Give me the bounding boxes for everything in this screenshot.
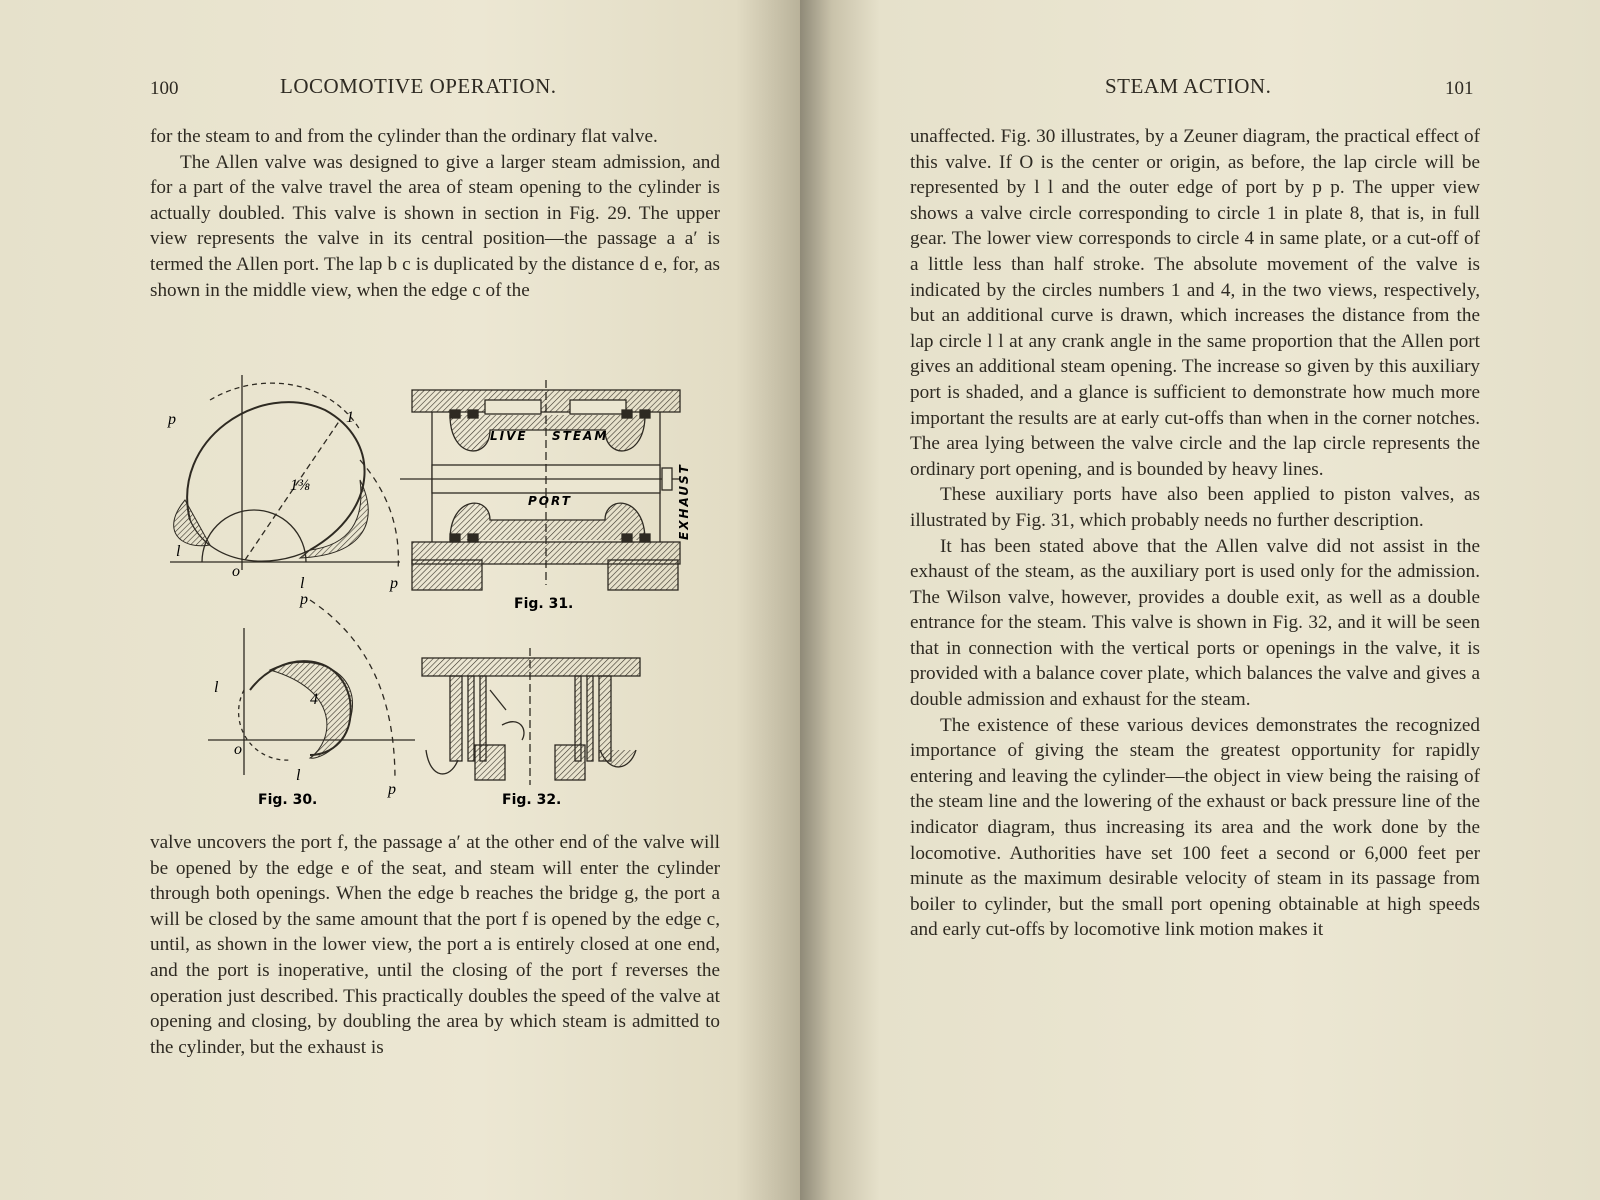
right-paragraph-1: unaffected. Fig. 30 illustrates, by a Zeuner diagram, the practical effect of this valve. If O is the center or origin, as before, the lap circle will be represented by l l and the outer edge of port by p p. The upper view shows a valve circle corresponding to circle 1 in plate 8, that is, in full gear. The lower view corresponds to circle 4 in same plate, or a cut-off of a little less than half stroke. The absolute movement of the valve is indicated by the circles numbers 1 and 4, in the two views, respectively, but an additional curve is drawn, which increases the distance from the lap circle l l at any crank angle in the same proportion that the Allen port gives an additional steam opening. The increase so given by this auxiliary port is shaded, and a glance is sufficient to demonstrate how much more important the results are at early cut-offs than when in the corner notches. The area lying between the valve circle and the lap circle represents the ordinary port opening, and is bounded by heavy lines. <box>910 126 1480 480</box>
fig30-label-fraction: 1⅜ <box>290 477 310 494</box>
right-text <box>910 124 1480 943</box>
fig30-label-l-lower-left: l <box>214 679 219 696</box>
fig30-label-p-lower: p <box>300 591 308 608</box>
fig32-wilson-valve <box>422 648 640 785</box>
right-page-number: 101 <box>1445 78 1474 99</box>
fig30-label-4: 4 <box>310 691 318 708</box>
fig30-label-p-lower-right: p <box>388 781 396 798</box>
fig30-label-1: 1 <box>346 409 354 426</box>
fig30-label-p-upper-right: p <box>390 575 398 592</box>
fig30-label-o-upper: o <box>232 563 240 580</box>
left-paragraph-1: for the steam to and from the cylinder than the ordinary flat valve. <box>150 126 658 147</box>
right-paragraph-2: These auxiliary ports have also been applied to piston valves, as illustrated by Fig. 31, which probably needs no further description. <box>910 484 1480 531</box>
fig31-caption: Fig. 31. <box>514 596 574 612</box>
right-paragraph-3: It has been stated above that the Allen valve did not assist in the exhaust of the steam, as the auxiliary port is used only for the admission. The Wilson valve, however, provides a double exit, as well as a double entrance for the steam. This valve is shown in Fig. 32, and it will be seen that in connection with the vertical ports or openings in the valve, it is provided with a balance cover plate, which balances the valve and gives a double admission and exhaust for the steam. <box>910 535 1480 711</box>
fig31-piston-valve <box>400 380 680 590</box>
fig31-port-label: PORT <box>528 494 572 508</box>
fig32-caption: Fig. 32. <box>502 792 562 808</box>
left-paragraph-3: valve uncovers the port f, the passage a′ at the other end of the valve will be opened by the edge e of the seat, and steam will enter the cylinder through both openings. When the edge b reaches the bridge g, the port a will be closed by the same amount that the port f is opened by the edge c, until, as shown in the lower view, the port a is entirely closed at one end, and the port is inoperative, until the closing of the port f reverses the operation just described. This practically doubles the speed of the valve at opening and closing, by doubling the area by which steam is admitted to the cylinder, but the exhaust is <box>150 832 720 1058</box>
left-page-number: 100 <box>150 78 179 99</box>
fig31-exhaust-label: EXHAUST <box>677 463 691 540</box>
fig30-label-o-lower: o <box>234 741 242 758</box>
left-paragraph-2: The Allen valve was designed to give a larger steam admission, and for a part of the valve travel the area of steam opening to the cylinder is actually doubled. This valve is shown in section in Fig. 29. The upper view represents the valve in its central position—the passage a a′ is termed the Allen port. The lap b c is duplicated by the distance d e, for, as shown in the middle view, when the edge c of the <box>150 151 720 301</box>
fig30-label-l-upper: l <box>300 575 305 592</box>
right-page <box>800 0 1600 1200</box>
right-paragraph-4: The existence of these various devices demonstrates the recognized importance of giving the steam the greatest opportunity for rapidly entering and leaving the cylinder—the object in view being the raising of the steam line and the lowering of the exhaust or back pressure line of the indicator diagram, thus increasing its area and the work done by the locomotive. Authorities have set 100 feet a second or 6,000 feet per minute as the maximum desirable velocity of steam in its passage from boiler to cylinder, but the small port opening obtainable at high speeds and early cut-offs by locomotive link motion makes it <box>910 714 1480 941</box>
left-text-bottom <box>150 830 720 1060</box>
fig30-upper-diagram <box>170 375 400 570</box>
fig31-live-label: LIVE <box>490 429 528 443</box>
fig30-label-p-upper: p <box>168 411 176 428</box>
figures-block <box>150 370 710 830</box>
figures-illustration <box>150 370 710 830</box>
right-running-head: STEAM ACTION. <box>1105 74 1272 98</box>
left-running-head: LOCOMOTIVE OPERATION. <box>280 74 557 98</box>
fig30-label-l-upper-left: l <box>176 543 181 560</box>
fig30-label-l-lower: l <box>296 767 301 784</box>
fig30-caption: Fig. 30. <box>258 792 318 808</box>
left-text-top <box>150 124 720 303</box>
fig31-steam-label: STEAM <box>552 429 609 443</box>
